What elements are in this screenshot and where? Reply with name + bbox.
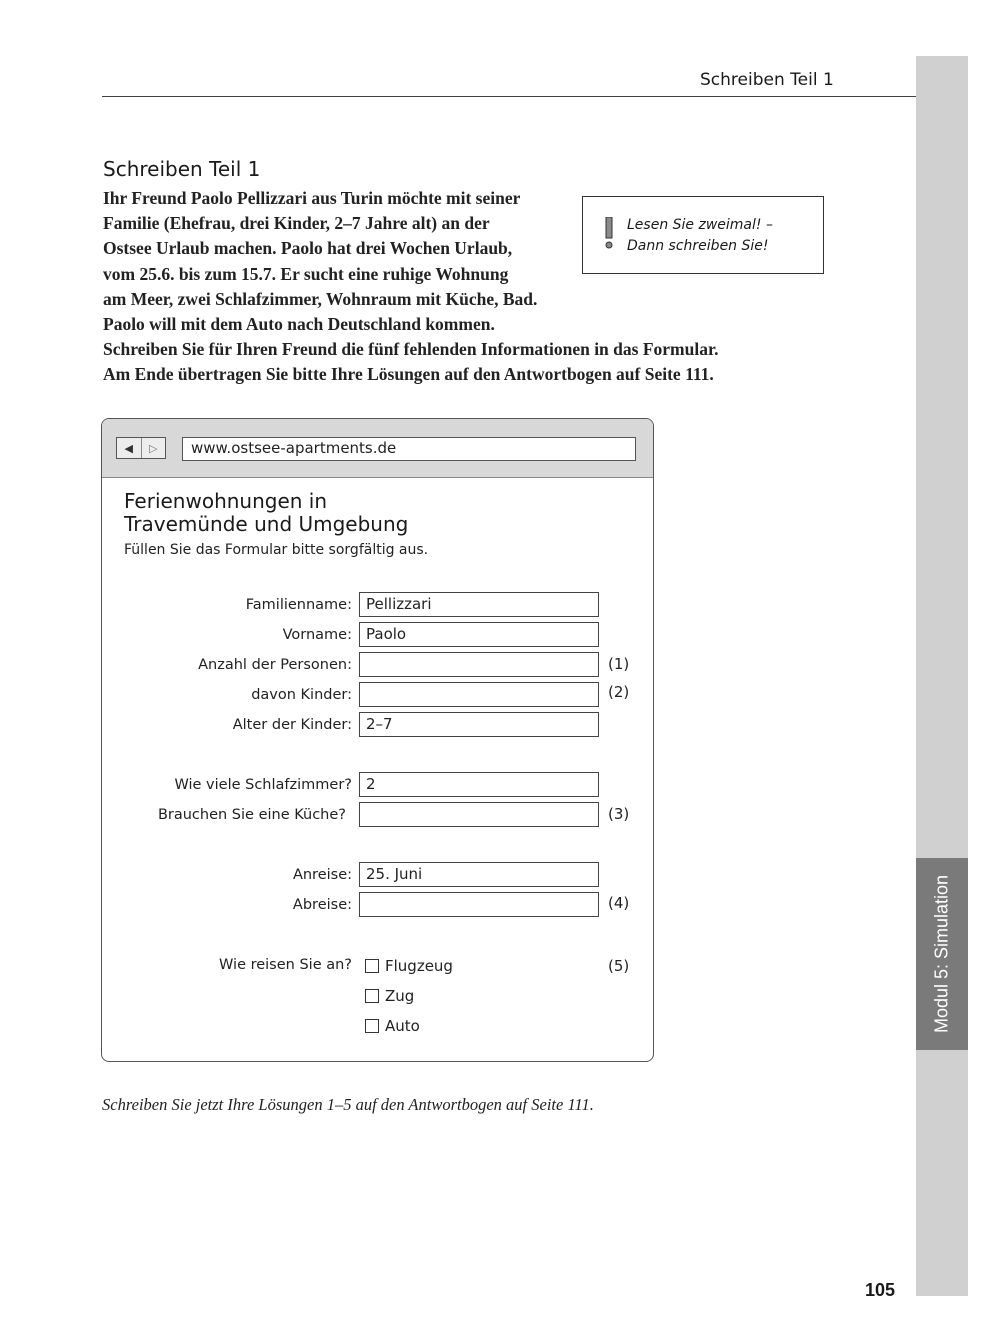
forward-icon[interactable]: ▷	[141, 438, 166, 458]
bedrooms-label: Wie viele Schlafzimmer?	[174, 777, 352, 793]
children-label: davon Kinder:	[251, 687, 352, 703]
tip-line: Dann schreiben Sie!	[627, 238, 769, 254]
page-number: 105	[865, 1280, 896, 1300]
checkbox[interactable]	[365, 959, 379, 973]
instruction-line: Ostsee Urlaub machen. Paolo hat drei Wochen Urlaub,	[103, 238, 513, 259]
gap-number: (3)	[608, 805, 630, 823]
option-train[interactable]	[365, 987, 414, 1005]
children-age-label: Alter der Kinder:	[232, 717, 352, 733]
surname-label: Familienname:	[245, 597, 352, 613]
module-tab	[916, 858, 968, 1050]
module-tab-label: Modul 5: Simulation	[931, 874, 952, 1034]
browser-toolbar	[102, 419, 653, 478]
kitchen-label: Brauchen Sie eine Küche?	[157, 807, 346, 823]
option-label: Zug	[385, 987, 415, 1005]
gap-number: (2)	[608, 683, 630, 701]
exclamation-icon	[605, 217, 613, 249]
checkbox[interactable]	[365, 989, 379, 1003]
header-rule	[102, 96, 916, 97]
form-title-line: Travemünde und Umgebung	[124, 512, 409, 536]
running-header: Schreiben Teil 1	[700, 70, 834, 90]
page-edge-sidebar	[916, 56, 968, 1296]
tip-box	[582, 196, 824, 274]
browser-window	[101, 418, 654, 1062]
kitchen-field[interactable]	[359, 802, 599, 827]
url-bar[interactable]: www.ostsee-apartments.de	[182, 437, 636, 461]
option-car[interactable]	[365, 1017, 420, 1035]
children-age-field[interactable]: 2–7	[359, 712, 599, 737]
instruction-line: Am Ende übertragen Sie bitte Ihre Lösungen auf den Antwortbogen auf Seite 111.	[103, 364, 714, 385]
arrival-field[interactable]: 25. Juni	[359, 862, 599, 887]
option-label: Flugzeug	[385, 957, 453, 975]
first-name-label: Vorname:	[282, 627, 352, 643]
section-title: Schreiben Teil 1	[103, 157, 261, 181]
children-field[interactable]	[359, 682, 599, 707]
form-title-line: Ferienwohnungen in	[124, 489, 328, 513]
form-subtitle: Füllen Sie das Formular bitte sorgfältig aus.	[124, 542, 429, 558]
instruction-line: Ihr Freund Paolo Pellizzari aus Turin möchte mit seiner	[103, 188, 521, 208]
first-name-field[interactable]: Paolo	[359, 622, 599, 647]
surname-field[interactable]: Pellizzari	[359, 592, 599, 617]
nav-buttons	[116, 437, 166, 459]
back-icon[interactable]: ◀	[124, 441, 133, 455]
checkbox[interactable]	[365, 1019, 379, 1033]
gap-number: (1)	[608, 655, 630, 673]
gap-number: (4)	[608, 894, 630, 912]
bedrooms-field[interactable]: 2	[359, 772, 599, 797]
footer-note: Schreiben Sie jetzt Ihre Lösungen 1–5 auf den Antwortbogen auf Seite 111.	[102, 1095, 594, 1114]
instruction-line: Schreiben Sie für Ihren Freund die fünf fehlenden Informationen in das Formular.	[103, 339, 719, 360]
persons-label: Anzahl der Personen:	[198, 657, 352, 673]
instruction-line: am Meer, zwei Schlafzimmer, Wohnraum mit Küche, Bad.	[103, 288, 538, 309]
departure-field[interactable]	[359, 892, 599, 917]
arrival-label: Anreise:	[292, 867, 352, 883]
instruction-line: Familie (Ehefrau, drei Kinder, 2–7 Jahre alt) an der	[103, 213, 490, 234]
gap-number: (5)	[608, 957, 630, 975]
tip-text	[627, 215, 773, 257]
persons-field[interactable]	[359, 652, 599, 677]
option-plane[interactable]	[365, 957, 453, 975]
instruction-line: Paolo will mit dem Auto nach Deutschland kommen.	[103, 314, 495, 335]
tip-line: Lesen Sie zweimal! –	[627, 217, 773, 233]
form-title	[124, 490, 408, 536]
instruction-line: vom 25.6. bis zum 15.7. Er sucht eine ruhige Wohnung	[103, 263, 509, 284]
option-label: Auto	[385, 1017, 420, 1035]
departure-label: Abreise:	[292, 897, 352, 913]
travel-mode-label: Wie reisen Sie an?	[219, 957, 352, 973]
